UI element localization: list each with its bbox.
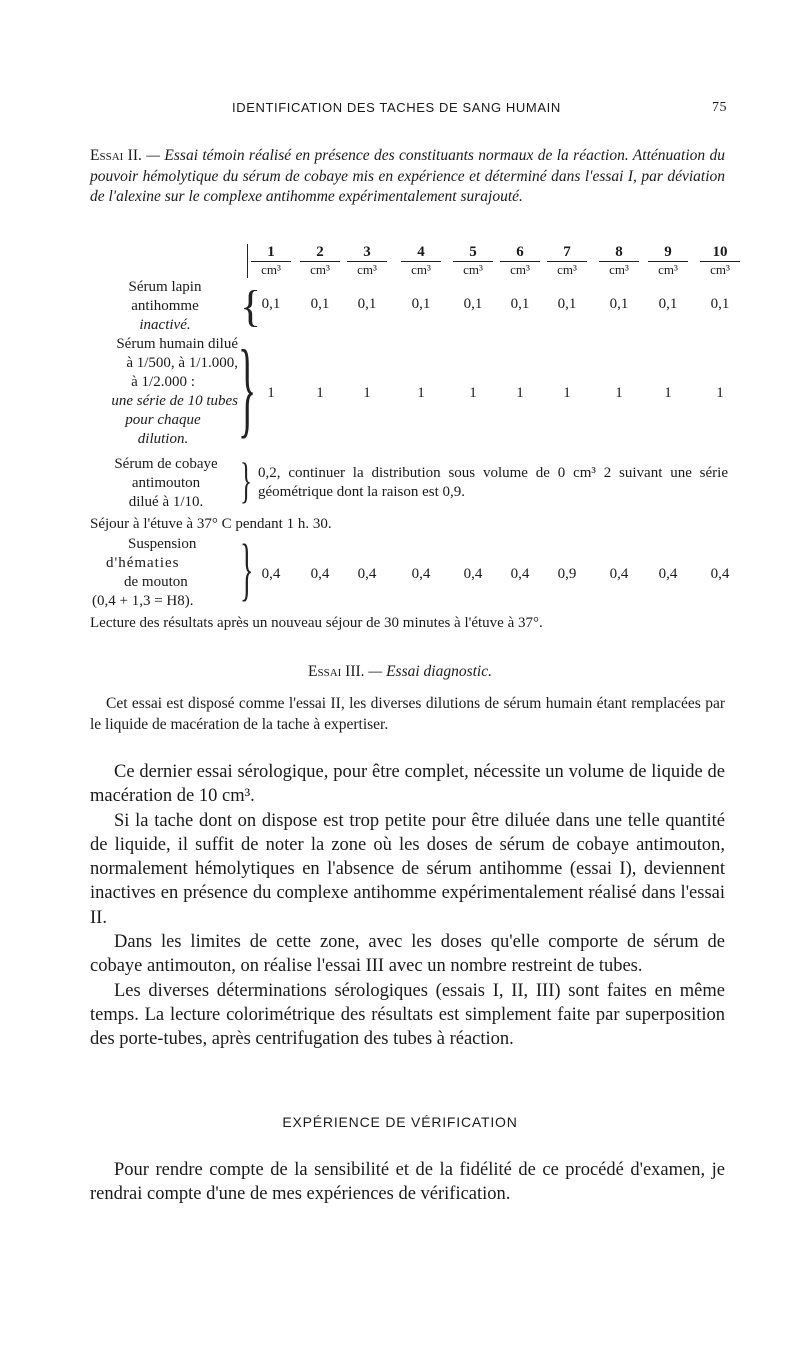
column-number: 1: [267, 244, 275, 260]
column-unit: cm³: [347, 261, 387, 278]
label-line: Sérum humain dilué: [116, 336, 238, 352]
row-sejour: Séjour à l'étuve à 37° C pendant 1 h. 30.: [90, 516, 332, 532]
column-unit: cm³: [648, 261, 688, 278]
table-footer: Lecture des résultats après un nouveau séjour de 30 minutes à l'étuve à 37°.: [90, 615, 543, 631]
cell: 1: [615, 385, 623, 401]
cell: 1: [417, 385, 425, 401]
cell: 1: [716, 385, 724, 401]
essai2-paragraph: [90, 146, 725, 208]
brace: }: [238, 329, 257, 448]
label-line: (0,4 + 1,3 = H8).: [92, 593, 194, 609]
column-unit: cm³: [500, 261, 540, 278]
row-label-serum-cobaye: [96, 455, 236, 512]
column-number: 9: [664, 244, 672, 260]
cell: 0,1: [310, 296, 330, 312]
label-line: dilution.: [137, 431, 189, 447]
column-number: 4: [417, 244, 425, 260]
cell: 0,4: [609, 566, 629, 582]
label-line: Sérum de cobaye: [114, 456, 218, 472]
cell: 0,1: [357, 296, 377, 312]
cell: 0,4: [310, 566, 330, 582]
cell: 0,4: [411, 566, 431, 582]
section-title: EXPÉRIENCE DE VÉRIFICATION: [282, 1114, 518, 1130]
label-line: dilué à 1/10.: [128, 494, 204, 510]
page-number: 75: [712, 100, 727, 115]
column-number: 2: [316, 244, 324, 260]
row-label-serum-humain: [88, 335, 238, 449]
row-text-serum-cobaye: 0,2, continuer la distribution sous volume de 0 cm³ 2 suivant une série géométrique dont la raison est 0,9.: [258, 465, 728, 500]
column-unit: cm³: [599, 261, 639, 278]
cell: 1: [469, 385, 477, 401]
cell: 0,1: [510, 296, 530, 312]
body-text: [90, 760, 725, 1052]
column-number: 6: [516, 244, 524, 260]
label-line: antimouton: [131, 475, 201, 491]
essai3-label: Essai III.: [308, 663, 365, 680]
cell: 0,1: [609, 296, 629, 312]
label-line: Suspension: [128, 536, 197, 552]
experiment-table: [0, 240, 800, 650]
label-line: une série de 10 tubes: [111, 393, 238, 409]
cell: 0,4: [510, 566, 530, 582]
label-line: à 1/500, à 1/1.000,: [126, 355, 238, 371]
column-unit: cm³: [547, 261, 587, 278]
essai2-text: — Essai témoin réalisé en présence des constituants normaux de la réaction. Atténuation du pouvoir hémolytique du sérum de cobaye mis en expérience et déterminé dans l'essai I, par déviation de l'alexine sur le complexe antihomme expérimentalement surajouté.: [90, 147, 725, 205]
essai2-label: Essai II.: [90, 147, 142, 164]
cell: 0,4: [463, 566, 483, 582]
column-number: 7: [563, 244, 571, 260]
cell: 0,4: [658, 566, 678, 582]
cell: 0,1: [710, 296, 730, 312]
column-number: 10: [712, 244, 728, 260]
paragraph: Si la tache dont on dispose est trop petite pour être diluée dans une telle quantité de liquide, il suffit de noter la zone où les doses de sérum de cobaye antimouton, normalement hémolytiques en l'absence de sérum antihomme (essai I), deviennent inactives en présence du complexe antihomme expérimentalement réalisé dans l'essai II.: [90, 810, 725, 928]
label-line: de mouton: [124, 574, 188, 590]
column-unit: cm³: [300, 261, 340, 278]
row-label-suspension: [92, 535, 237, 611]
label-line: d'hématies: [106, 555, 180, 571]
column-unit: cm³: [251, 261, 291, 278]
label-line: inactivé.: [139, 317, 191, 333]
cell: 0,1: [557, 296, 577, 312]
cell: 1: [516, 385, 524, 401]
cell: 0,4: [357, 566, 377, 582]
cell: 0,1: [658, 296, 678, 312]
cell: 1: [664, 385, 672, 401]
cell: 1: [363, 385, 371, 401]
cell: 1: [316, 385, 324, 401]
paragraph: Dans les limites de cette zone, avec les doses qu'elle comporte de sérum de cobaye antimouton, on réalise l'essai III avec un nombre restreint de tubes.: [90, 932, 725, 977]
cell: 0,1: [411, 296, 431, 312]
cell: 0,1: [261, 296, 281, 312]
paragraph: Les diverses déterminations sérologiques (essais I, II, III) sont faites en même temps. La lecture colorimétrique des résultats est simplement faite par superposition des porte-tubes, après centrifugation des tubes à réaction.: [90, 980, 725, 1050]
essai3-heading-rest: — Essai diagnostic.: [364, 663, 492, 680]
label-line: antihomme: [131, 298, 199, 314]
brace: }: [240, 531, 254, 608]
cell: 0,9: [557, 566, 577, 582]
cell: 0,4: [261, 566, 281, 582]
column-unit: cm³: [700, 261, 740, 278]
cell: 1: [563, 385, 571, 401]
essai3-paragraph: Cet essai est disposé comme l'essai II, les diverses dilutions de sérum humain étant remplacées par le liquide de macération de la tache à expertiser.: [90, 695, 725, 733]
cell: 0,1: [463, 296, 483, 312]
table-left-rule: [247, 244, 248, 278]
paragraph: Ce dernier essai sérologique, pour être complet, nécessite un volume de liquide de macération de 10 cm³.: [90, 762, 725, 807]
header-title: IDENTIFICATION DES TACHES DE SANG HUMAIN: [232, 100, 561, 115]
final-paragraph: Pour rendre compte de la sensibilité et de la fidélité de ce procédé d'examen, je rendrai compte d'une de mes expériences de vérification.: [90, 1160, 725, 1205]
cell: 1: [267, 385, 275, 401]
row-label-serum-lapin: [100, 278, 230, 335]
column-unit: cm³: [453, 261, 493, 278]
brace: {: [240, 282, 262, 331]
column-number: 5: [469, 244, 477, 260]
label-line: à 1/2.000 :: [131, 374, 195, 390]
column-number: 8: [615, 244, 623, 260]
column-number: 3: [363, 244, 371, 260]
cell: 0,4: [710, 566, 730, 582]
column-unit: cm³: [401, 261, 441, 278]
label-line: Sérum lapin: [128, 279, 202, 295]
brace: }: [240, 452, 252, 508]
label-line: pour chaque: [125, 412, 201, 428]
essai3-heading: [0, 662, 800, 683]
